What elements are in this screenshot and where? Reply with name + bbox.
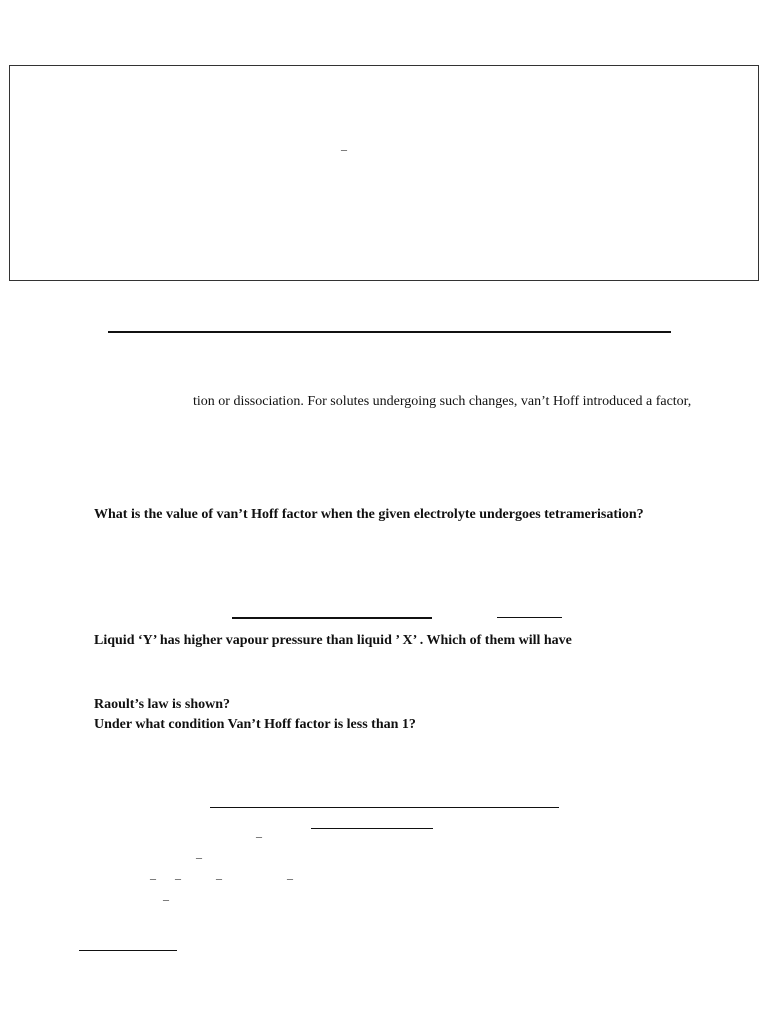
dash-mark: –	[196, 850, 202, 864]
fraction-bar	[311, 828, 433, 829]
question-vant-hoff-less: Under what condition Van’t Hoff factor is less than 1?	[94, 717, 416, 732]
top-frame	[9, 65, 759, 281]
question-vapour-pressure: Liquid ‘Y’ has higher vapour pressure than liquid ’ X’ . Which of them will have	[94, 633, 572, 648]
dash-mark: –	[175, 871, 181, 885]
heading-underline	[108, 331, 671, 333]
answer-blank-long	[232, 617, 432, 619]
section-rule	[210, 807, 559, 808]
dash-mark: –	[163, 892, 169, 906]
answer-blank-short	[497, 617, 562, 618]
dash-mark: –	[256, 829, 262, 843]
passage-line: tion or dissociation. For solutes undergoing such changes, van’t Hoff introduced a factor,	[193, 394, 692, 409]
dash-mark: –	[216, 871, 222, 885]
dash-mark: –	[287, 871, 293, 885]
footnote-rule	[79, 950, 177, 951]
frame-dash: –	[341, 142, 347, 156]
question-raoult: Raoult’s law is shown?	[94, 697, 231, 712]
dash-mark: –	[150, 871, 156, 885]
question-tetramerisation: What is the value of van’t Hoff factor when the given electrolyte undergoes tetramerisation?	[94, 507, 644, 522]
